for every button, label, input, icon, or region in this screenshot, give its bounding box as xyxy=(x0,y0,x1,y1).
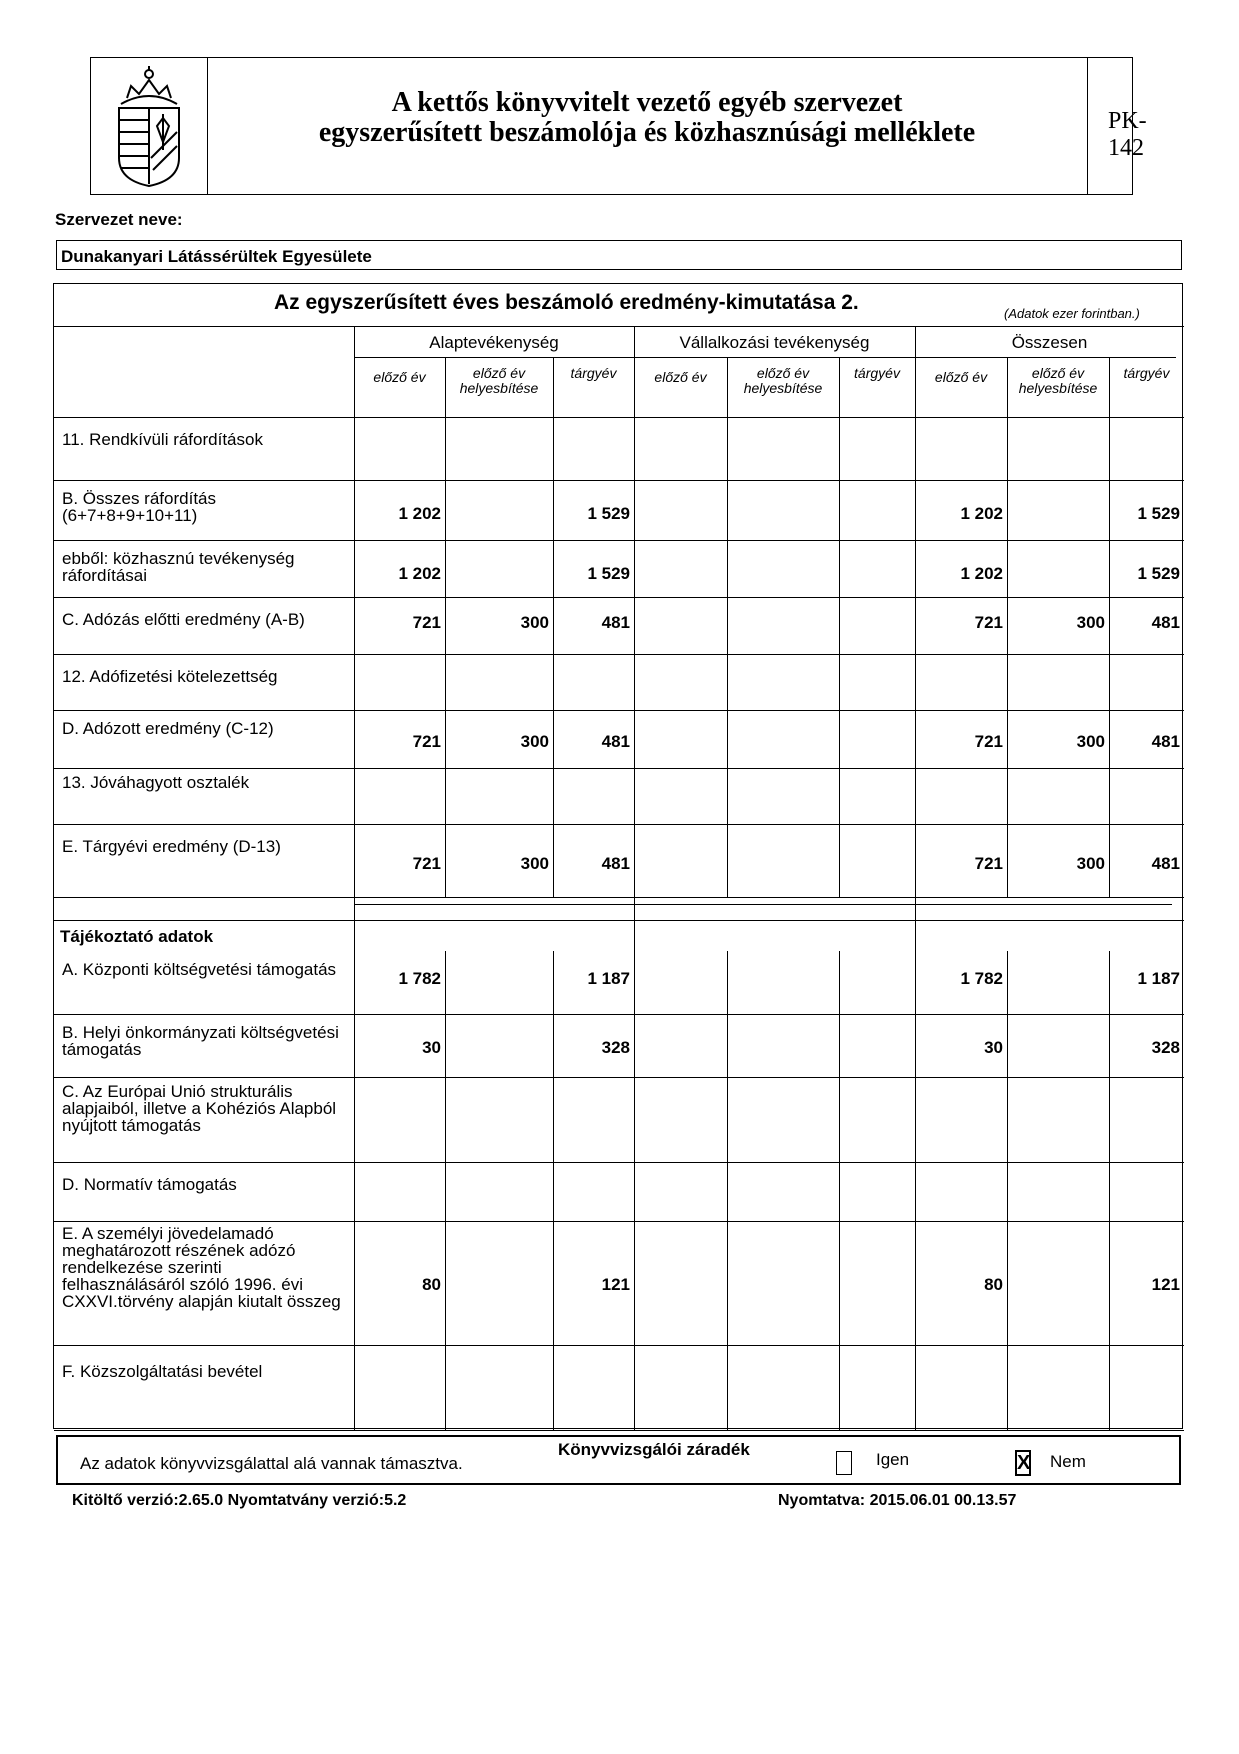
subcolumn-header-5: előző év helyesbítése xyxy=(743,365,823,396)
audit-question: Az adatok könyvvizsgálattal alá vannak támasztva. xyxy=(80,1454,463,1473)
info-row-label: C. Az Európai Unió strukturális alapjaiból, illetve a Kohéziós Alapból nyújtott támogatás xyxy=(62,1082,337,1135)
subcolumn-header-7: előző év xyxy=(934,369,988,385)
income-statement-table xyxy=(53,283,1183,1429)
unit-note: (Adatok ezer forintban.) xyxy=(1004,306,1140,321)
statement-cell-value: 300 xyxy=(520,854,549,873)
column-divider xyxy=(727,951,728,1430)
column-divider xyxy=(445,357,446,897)
info-cell-value: 328 xyxy=(601,1038,630,1057)
column-divider xyxy=(445,951,446,1430)
subcolumn-header-3: tárgyév xyxy=(570,365,617,381)
statement-row-divider xyxy=(54,710,1184,711)
info-row-divider xyxy=(54,1014,1184,1015)
statement-row-divider xyxy=(54,480,1184,481)
subcolumn-header-4: előző év xyxy=(654,369,707,385)
coat-of-arms-logo xyxy=(91,58,208,194)
statement-cell-value: 1 202 xyxy=(960,564,1003,583)
info-row-label: D. Normatív támogatás xyxy=(62,1175,237,1194)
form-title-line-1: A kettős könyvvitelt vezető egyéb szervezet xyxy=(391,87,903,118)
version-info: Kitöltő verzió:2.65.0 Nyomtatvány verzió:5.2 xyxy=(72,1492,407,1509)
yes-checkbox[interactable] xyxy=(836,1451,852,1475)
no-checkbox[interactable]: X xyxy=(1017,1452,1031,1474)
subcolumn-header-2: előző év helyesbítése xyxy=(459,365,539,396)
column-divider xyxy=(1007,951,1008,1430)
statement-row-label: ebből: közhasznú tevékenység ráfordításai xyxy=(62,549,295,585)
info-cell-value: 80 xyxy=(422,1275,441,1294)
statement-cell-value: 721 xyxy=(974,854,1003,873)
info-row-label: E. A személyi jövedelamadó meghatározott részének adózó rendelkezése szerinti felhasználásáról szóló 1996. évi CXXVI.törvény alapján kiutalt összeg xyxy=(62,1224,341,1311)
form-code: PK-142 xyxy=(1108,108,1147,161)
column-divider xyxy=(553,951,554,1430)
group-divider xyxy=(634,326,635,1430)
statement-cell-value: 1 529 xyxy=(1137,504,1180,523)
statement-cell-value: 721 xyxy=(412,613,441,632)
info-row-divider xyxy=(54,1221,1184,1222)
info-row-divider xyxy=(54,1077,1184,1078)
statement-row-label: D. Adózott eredmény (C-12) xyxy=(62,719,274,738)
statement-cell-value: 1 529 xyxy=(1137,564,1180,583)
form-title-line-2: egyszerűsített beszámolója és közhasznúsági melléklete xyxy=(318,117,976,148)
statement-row-divider xyxy=(54,824,1184,825)
statement-cell-value: 481 xyxy=(1151,613,1180,632)
statement-cell-value: 300 xyxy=(520,732,549,751)
info-cell-value: 1 187 xyxy=(1137,969,1180,988)
info-cell-value: 121 xyxy=(601,1275,630,1294)
form-code-cell xyxy=(1088,58,1147,194)
statement-row-label: 13. Jóváhagyott osztalék xyxy=(62,773,250,792)
info-cell-value: 80 xyxy=(984,1275,1003,1294)
spacer-divider xyxy=(354,904,1172,905)
info-cell-value: 1 187 xyxy=(587,969,630,988)
subheader-divider xyxy=(354,357,1176,358)
org-name-field: Dunakanyari Látássérültek Egyesülete xyxy=(56,240,1182,270)
statement-cell-value: 1 202 xyxy=(398,504,441,523)
group-divider xyxy=(915,326,916,1430)
statement-cell-value: 1 202 xyxy=(960,504,1003,523)
statement-row-label: E. Tárgyévi eredmény (D-13) xyxy=(62,837,281,856)
statement-cell-value: 300 xyxy=(520,613,549,632)
column-divider xyxy=(553,357,554,897)
audit-clause-box xyxy=(56,1435,1181,1485)
form-header xyxy=(90,57,1147,195)
statement-cell-value: 721 xyxy=(974,613,1003,632)
subcolumn-header-8: előző év helyesbítése xyxy=(1018,365,1098,396)
subcolumn-header-6: tárgyév xyxy=(854,365,900,381)
info-cell-value: 30 xyxy=(422,1038,441,1057)
statement-cell-value: 1 202 xyxy=(398,564,441,583)
statement-row-divider xyxy=(54,897,1184,898)
statement-cell-value: 481 xyxy=(601,854,630,873)
statement-row-label: C. Adózás előtti eredmény (A-B) xyxy=(62,610,305,629)
info-row-label: F. Közszolgáltatási bevétel xyxy=(62,1362,263,1381)
group-header-1: Alaptevékenység xyxy=(429,333,559,352)
statement-cell-value: 721 xyxy=(412,854,441,873)
column-divider xyxy=(1109,357,1110,897)
column-divider xyxy=(1109,951,1110,1430)
info-row-divider xyxy=(54,1345,1184,1346)
info-row-divider xyxy=(54,1162,1184,1163)
info-cell-value: 121 xyxy=(1151,1275,1180,1294)
header-divider xyxy=(54,326,1184,327)
statement-row-divider xyxy=(54,597,1184,598)
statement-cell-value: 481 xyxy=(601,613,630,632)
info-row-label: A. Központi költségvetési támogatás xyxy=(62,960,337,979)
statement-cell-value: 481 xyxy=(601,732,630,751)
header-bottom-divider xyxy=(54,417,1184,418)
yes-label: Igen xyxy=(876,1450,910,1469)
column-divider xyxy=(1007,357,1008,897)
subcolumn-header-1: előző év xyxy=(373,369,426,385)
statement-cell-value: 1 529 xyxy=(587,564,630,583)
column-divider xyxy=(839,951,840,1430)
column-divider xyxy=(727,357,728,897)
column-divider xyxy=(839,357,840,897)
statement-cell-value: 721 xyxy=(974,732,1003,751)
statement-row-label: 12. Adófizetési kötelezettség xyxy=(62,667,278,686)
no-label: Nem xyxy=(1050,1452,1086,1471)
info-cell-value: 328 xyxy=(1151,1038,1180,1057)
statement-cell-value: 481 xyxy=(1151,732,1180,751)
info-title-divider xyxy=(54,920,1184,921)
info-row-divider xyxy=(54,1430,1184,1431)
info-cell-value: 30 xyxy=(984,1038,1003,1057)
info-cell-value: 1 782 xyxy=(398,969,441,988)
audit-title: Könyvvizsgálói záradék xyxy=(558,1440,750,1459)
statement-row-divider xyxy=(54,654,1184,655)
org-name-label: Szervezet neve: xyxy=(55,210,183,229)
print-timestamp: Nyomtatva: 2015.06.01 00.13.57 xyxy=(778,1492,1017,1509)
statement-cell-value: 721 xyxy=(412,732,441,751)
statement-row-label: 11. Rendkívüli ráfordítások xyxy=(62,430,263,449)
subcolumn-header-9: tárgyév xyxy=(1123,365,1170,381)
table-title: Az egyszerűsített éves beszámoló eredmény-kimutatása 2. xyxy=(274,291,859,314)
group-header-2: Vállalkozási tevékenység xyxy=(679,333,870,352)
info-cell-value: 1 782 xyxy=(960,969,1003,988)
statement-cell-value: 300 xyxy=(1076,732,1105,751)
info-section-title: Tájékoztató adatok xyxy=(60,927,214,946)
statement-cell-value: 481 xyxy=(1151,854,1180,873)
statement-row-divider xyxy=(54,540,1184,541)
label-column-divider xyxy=(354,326,355,1430)
form-title xyxy=(207,58,1088,194)
statement-row-label: B. Összes ráfordítás (6+7+8+9+10+11) xyxy=(62,489,216,525)
statement-cell-value: 1 529 xyxy=(587,504,630,523)
info-row-label: B. Helyi önkormányzati költségvetési támogatás xyxy=(62,1023,339,1059)
statement-cell-value: 300 xyxy=(1076,854,1105,873)
statement-row-divider xyxy=(54,768,1184,769)
statement-cell-value: 300 xyxy=(1076,613,1105,632)
group-header-3: Összesen xyxy=(1011,333,1088,352)
